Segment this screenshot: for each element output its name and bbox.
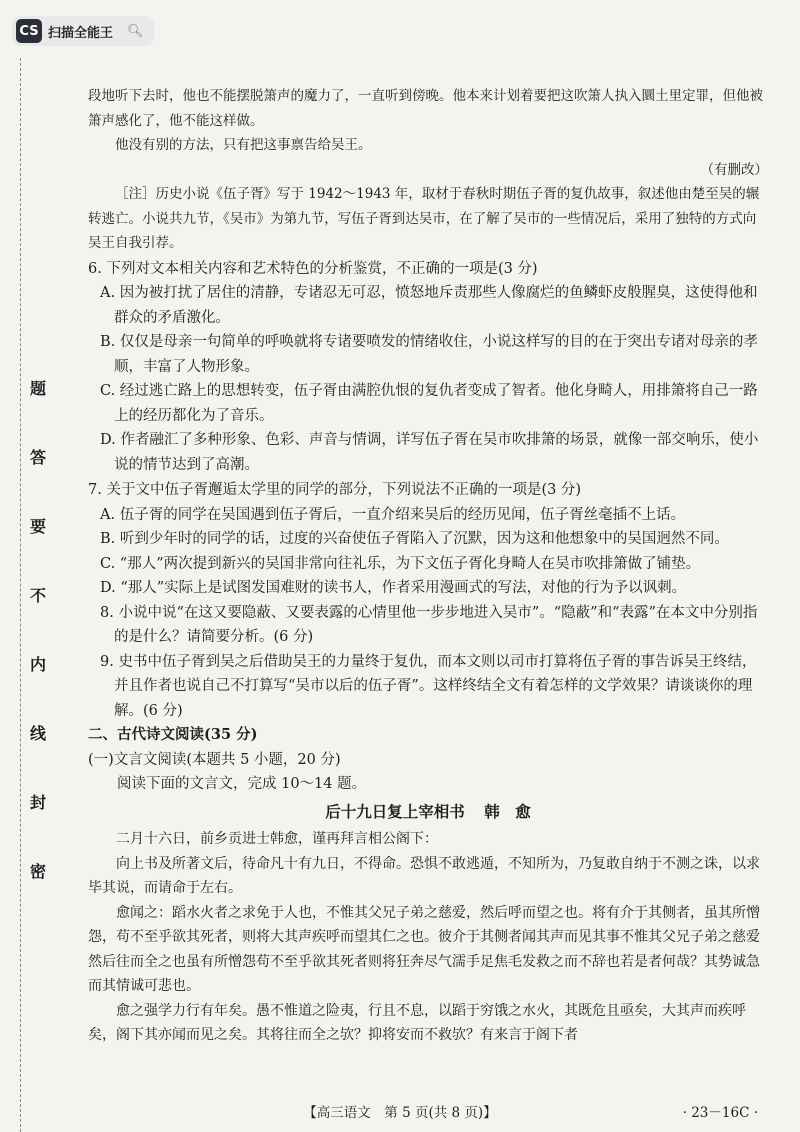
seal-char: 答 xyxy=(29,448,46,467)
page-content xyxy=(88,84,768,1048)
seal-char: 封 xyxy=(29,793,46,812)
app-top-bar xyxy=(0,0,800,58)
passage-paragraph: 他没有别的方法，只有把这事禀告给吴王。 xyxy=(115,137,372,153)
classical-paragraph: 向上书及所著文后，待命凡十有九日，不得命。恐惧不敢逃遁，不知所为，乃复敢自纳于不测之诛，以求毕其说，而请命于左右。 xyxy=(88,855,760,896)
page-footer: 【高三语文 第 5 页(共 8 页)】 xyxy=(303,1105,497,1121)
app-name: 扫描全能王 xyxy=(48,25,114,41)
seal-line-text xyxy=(22,376,54,928)
question-8: 8. 小说中说“在这又要隐蔽、又要表露的心情里他一步步地进入吴市”。“隐蔽”和“表露”在本文中分别指的是什么？请简要分析。(6 分) xyxy=(100,604,758,645)
classical-paragraph: 愈之强学力行有年矣。愚不惟道之险夷，行且不息，以蹈于穷饿之水火，其既危且亟矣，大其声而疾呼矣，阁下其亦闻而见之矣。其将往而全之欤？抑将安而不救欤？有来言于阁下者 xyxy=(88,1002,746,1043)
question-7-option-a: A. 伍子胥的同学在吴国遇到伍子胥后，一直介绍来吴后的经历见闻，伍子胥丝毫插不上话。 xyxy=(100,506,686,523)
question-7-option-b: B. 听到少年时的同学的话，过度的兴奋使伍子胥陷入了沉默，因为这和他想象中的吴国迥然不同。 xyxy=(100,531,729,547)
question-9: 9. 史书中伍子胥到吴之后借助吴王的力量终于复仇，而本文则以司市打算将伍子胥的事告诉吴王终结，并且作者也说自己不打算写“吴市以后的伍子胥”。这样终结全文有着怎样的文学效果？请谈谈你的理解。(6 分) xyxy=(100,653,757,719)
question-6-option-d: D. 作者融汇了多种形象、色彩、声音与情调，详写伍子胥在吴市吹排箫的场景，就像一部交响乐，使小说的情节达到了高潮。 xyxy=(100,432,759,473)
seal-char: 不 xyxy=(29,586,46,605)
seal-char: 题 xyxy=(29,379,46,398)
classical-author: 韩 愈 xyxy=(484,801,531,821)
paper-code: · 23－16C · xyxy=(682,1105,758,1121)
seal-char: 内 xyxy=(29,655,46,674)
classical-paragraph: 愈闻之：蹈水火者之求免于人也，不惟其父兄子弟之慈爱，然后呼而望之也。将有介于其侧者，虽其所憎怨，苟不至乎欲其死者，则将大其声疾呼而望其仁之也。彼介于其侧者闻其声而见其事不惟其父兄子弟之慈爱然后往而全之也虽有所憎怨苟不至乎欲其死者则将狂奔尽气濡手足焦毛发救之而不辞也若是者何哉？其势诚急而其情诚可悲也。 xyxy=(88,904,760,994)
subsection-heading: (一)文言文阅读(本题共 5 小题，20 分) xyxy=(88,751,341,768)
passage-paragraph: 段地听下去时，他也不能摆脱箫声的魔力了，一直听到傍晚。他本来计划着要把这吹箫人执入圜土里定罪，但他被箫声感化了，他不能这样做。 xyxy=(88,88,763,129)
exam-page xyxy=(0,58,800,1132)
classical-paragraph: 二月十六日，前乡贡进士韩愈，谨再拜言相公阁下： xyxy=(116,831,438,847)
seal-char: 密 xyxy=(29,862,46,881)
question-7-option-c: C. “那人”两次提到新兴的吴国非常向往礼乐，为下文伍子胥化身畸人在吴市吹排箫做了铺垫。 xyxy=(100,555,701,572)
question-6-stem: 6. 下列对文本相关内容和艺术特色的分析鉴赏，不正确的一项是(3 分) xyxy=(88,260,538,277)
question-7-option-d: D. “那人”实际上是试图发国难财的读书人，作者采用漫画式的写法，对他的行为予以讽刺。 xyxy=(100,580,687,596)
source-note: （有删改） xyxy=(700,161,768,178)
footnote: ［注］历史小说《伍子胥》写于 1942～1943 年，取材于春秋时期伍子胥的复仇故事，叙述他由楚至吴的辗转逃亡。小说共九节，《吴市》为第九节，写伍子胥到达吴市，在了解了吴市的一些情况后，采用了独特的方式向吴王自我引荐。 xyxy=(88,186,760,251)
question-7-stem: 7. 关于文中伍子胥邂逅太学里的同学的部分，下列说法不正确的一项是(3 分) xyxy=(88,482,582,498)
seal-char: 线 xyxy=(29,724,46,743)
app-badge[interactable] xyxy=(12,16,154,46)
classical-title-text: 后十九日复上宰相书 xyxy=(325,801,465,821)
question-6-option-b: B. 仅仅是母亲一句简单的呼唤就将专诸要喷发的情绪收住，小说这样写的目的在于突出专诸对母亲的孝顺，丰富了人物形象。 xyxy=(100,334,758,375)
cs-logo-icon: CS xyxy=(16,19,42,43)
classical-title xyxy=(88,800,768,825)
section-heading: 二、古代诗文阅读(35 分) xyxy=(88,726,258,743)
seal-char: 要 xyxy=(29,517,46,536)
question-6-option-c: C. 经过逃亡路上的思想转变，伍子胥由满腔仇恨的复仇者变成了智者。他化身畸人，用排箫将自己一路上的经历都化为了音乐。 xyxy=(100,383,758,424)
instruction: 阅读下面的文言文，完成 10～14 题。 xyxy=(117,776,367,792)
question-6-option-a: A. 因为被打扰了居住的清静，专诸忍无可忍，愤怒地斥责那些人像腐烂的鱼鳞虾皮般腥臭，这使得他和群众的矛盾激化。 xyxy=(100,285,758,326)
search-icon[interactable]: 🔍︎ xyxy=(127,23,144,39)
